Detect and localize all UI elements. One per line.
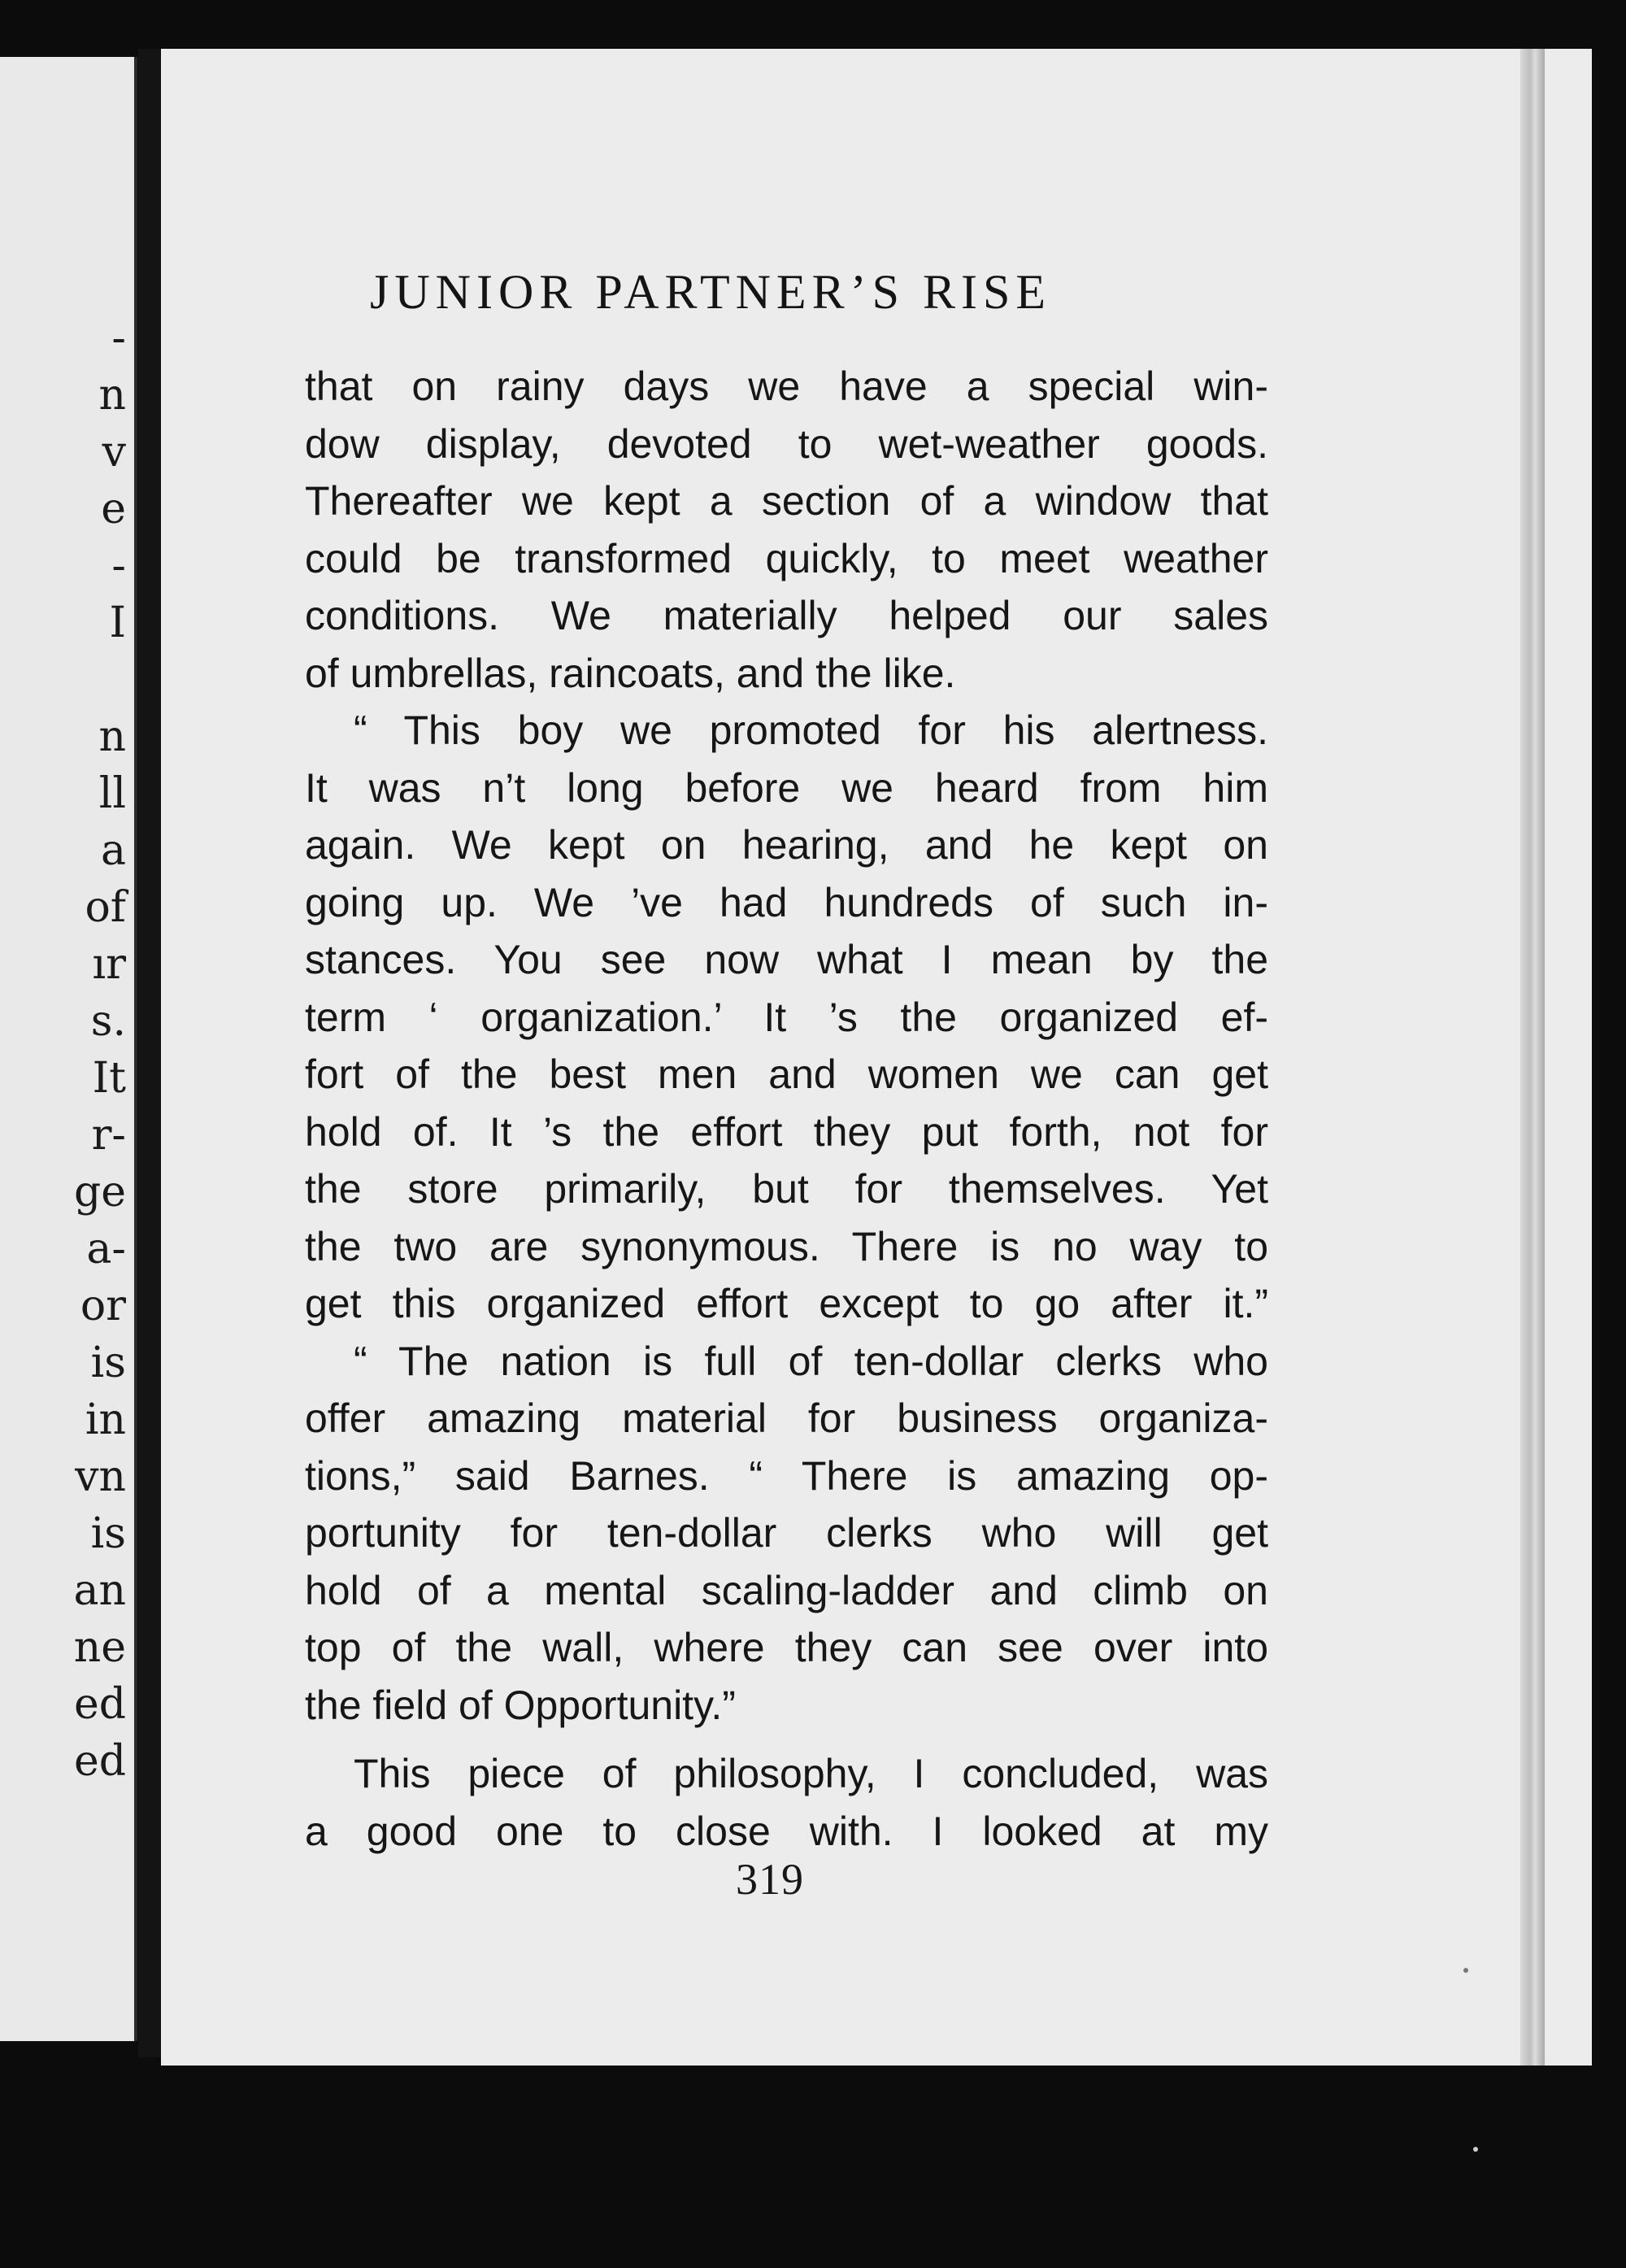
left-page-fragment: n	[98, 712, 126, 761]
left-page-fragment: r-	[91, 1111, 126, 1160]
left-page-fragment: It	[92, 1054, 126, 1103]
text-line: fort of the best men and women we can get	[305, 1051, 1268, 1097]
left-page-fragment: is	[90, 1509, 126, 1558]
text-line: “ This boy we promoted for his alertness.	[354, 707, 1268, 753]
left-page-text-fragments	[0, 57, 134, 2041]
text-line: stances. You see now what I mean by the	[305, 937, 1268, 982]
text-line: hold of. It ’s the effort they put forth, not for	[305, 1108, 1268, 1155]
left-page-fragment: a-	[86, 1225, 126, 1273]
running-head: JUNIOR PARTNER’S RISE	[370, 265, 1051, 319]
left-page-fragment: v	[102, 428, 126, 477]
left-page-fragment: is	[90, 1339, 126, 1387]
text-line: Thereafter we kept a section of a window that	[305, 478, 1268, 524]
left-page-fragment: ne	[73, 1623, 126, 1672]
left-page-fragment: ır	[92, 940, 126, 989]
page-number: 319	[736, 1855, 804, 1904]
text-line: that on rainy days we have a special win-	[305, 363, 1268, 409]
text-line: “ The nation is full of ten-dollar clerks who	[354, 1338, 1268, 1384]
left-page-fragment: in	[85, 1395, 126, 1444]
text-line: hold of a mental scaling-ladder and climb on	[305, 1567, 1268, 1613]
left-page-fragment: -	[111, 542, 126, 590]
left-page-fragment: s.	[90, 997, 126, 1046]
text-line: dow display, devoted to wet-weather goods.	[305, 420, 1268, 467]
text-line: going up. We ’ve had hundreds of such in-	[305, 879, 1268, 925]
left-page-fragment: ll	[98, 769, 126, 818]
text-line: offer amazing material for business organiza-	[305, 1395, 1268, 1441]
left-page-fragment: a	[100, 826, 126, 875]
left-facing-page	[0, 57, 137, 2041]
text-line: the field of Opportunity.”	[305, 1682, 736, 1728]
left-page-fragment: e	[101, 485, 126, 533]
left-page-fragment: ed	[73, 1680, 126, 1729]
left-page-fragment: ge	[73, 1168, 126, 1217]
text-line: conditions. We materially helped our sales	[305, 593, 1268, 638]
text-line: top of the wall, where they can see over into	[305, 1625, 1268, 1670]
left-page-fragment: -	[111, 314, 126, 363]
text-line: could be transformed quickly, to meet weather	[305, 535, 1268, 581]
left-page-fragment: of	[85, 883, 126, 932]
text-line: get this organized effort except to go after it.”	[305, 1281, 1268, 1326]
left-page-fragment: n	[98, 371, 126, 420]
text-line: portunity for ten-dollar clerks who will get	[305, 1510, 1268, 1556]
book-gutter	[138, 49, 161, 2057]
left-page-fragment: I	[109, 599, 126, 647]
text-line: again. We kept on hearing, and he kept on	[305, 822, 1268, 868]
dust-speck	[1473, 2147, 1478, 2152]
body-text	[305, 358, 1268, 1860]
left-page-fragment: an	[73, 1566, 126, 1615]
left-page-fragment: or	[80, 1282, 126, 1330]
left-page-fragment: ed	[73, 1737, 126, 1786]
text-line: tions,” said Barnes. “ There is amazing op-	[305, 1452, 1268, 1499]
left-page-fragment: vn	[75, 1452, 126, 1501]
text-line: It was n’t long before we heard from him	[305, 764, 1268, 811]
page-edge	[1520, 49, 1545, 2066]
text-line: This piece of philosophy, I concluded, was	[354, 1751, 1268, 1796]
dust-speck	[1463, 1968, 1468, 1973]
text-line: term ‘ organization.’ It ’s the organized ef-	[305, 994, 1268, 1040]
text-line: the two are synonymous. There is no way to	[305, 1223, 1268, 1269]
text-line: the store primarily, but for themselves. Yet	[305, 1166, 1268, 1212]
text-line: of umbrellas, raincoats, and the like.	[305, 650, 956, 696]
text-line: a good one to close with. I looked at my	[305, 1808, 1268, 1854]
